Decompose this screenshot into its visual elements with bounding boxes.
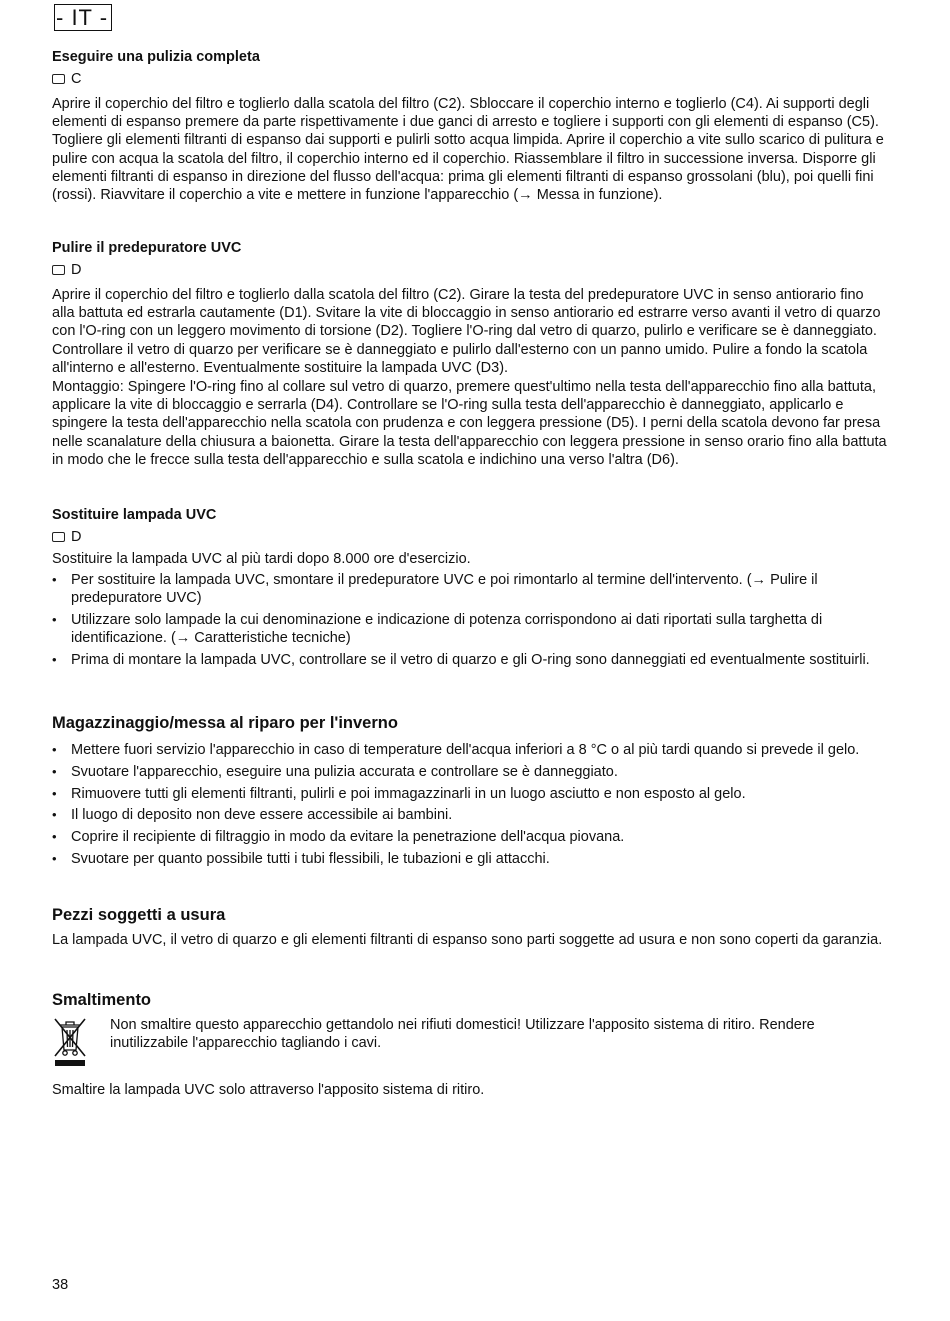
section-full-cleaning [52, 49, 888, 204]
disposal-text: Non smaltire questo apparecchio gettandolo nei rifiuti domestici! Utilizzare l'apposito sistema di ritiro. Rendere inutilizzabile l'apparecchio tagliando i cavi. [110, 1017, 815, 1052]
list-item: • Rimuovere tutti gli elementi filtranti, pulirli e poi immagazzinarli in un luogo asciutto e non esposto al gelo. [52, 785, 888, 803]
section-intro: Sostituire la lampada UVC al più tardi dopo 8.000 ore d'esercizio. [52, 551, 471, 567]
section-wear-parts [52, 906, 888, 949]
section-title: Smaltimento [52, 991, 152, 1009]
section-title: Pezzi soggetti a usura [52, 906, 226, 924]
bullet-list [52, 741, 888, 868]
page-number: 38 [52, 1277, 69, 1293]
figure-reference [52, 529, 888, 545]
list-item: • Svuotare per quanto possibile tutti i tubi flessibili, le tubazioni e gli attacchi. [52, 850, 888, 868]
section-body: Aprire il coperchio del filtro e toglierlo dalla scatola del filtro (C2). Sbloccare il coperchio interno e toglierlo (C4). Ai supporti degli elementi di espanso premere da parte rispettivamente i due ganci di arresto e togliere i supporti con gli elementi di espanso (C5). Togliere gli elementi filtranti di espanso dai supporti e pulirli sotto acqua limpida. Aprire il coperchio a vite sullo scarico di pulitura e pulire con acqua la scatola del filtro, il coperchio interno ed il coperchio. Riassemblare il filtro in successione inversa. Disporre gli elementi filtranti di espanso in direzione del flusso dell'acqua: prima gli elementi filtranti di espanso grossolani (blu), poi quelli fini (rossi). Riavvitare il coperchio a vite e mettere in funzione l'apparecchio (→ Messa in funzione). [52, 96, 884, 204]
figure-reference [52, 71, 888, 87]
crossed-bin-icon [52, 1016, 88, 1073]
figure-label: D [71, 529, 82, 545]
list-item: • Il luogo di deposito non deve essere accessibile ai bambini. [52, 806, 888, 824]
list-item: • Mettere fuori servizio l'apparecchio in caso di temperature dell'acqua inferiori a 8 °C o al più tardi quando si prevede il gelo. [52, 741, 888, 759]
section-title: Sostituire lampada UVC [52, 507, 217, 523]
list-item: • Coprire il recipiente di filtraggio in modo da evitare la penetrazione dell'acqua piovana. [52, 828, 888, 846]
section-body: La lampada UVC, il vetro di quarzo e gli elementi filtranti di espanso sono parti soggette ad usura e non sono coperti da garanzia. [52, 932, 883, 948]
assembly-instructions: Montaggio: Spingere l'O-ring fino al collare sul vetro di quarzo, premere quest'ultimo nella testa dell'apparecchio fino alla battuta, applicare la vite di bloccaggio e serrarla (D4). Controllare se l'O-ring sulla testa dell'apparecchio è danneggiato, applicarlo e spingere la testa dell'apparecchio nella scatola con prudenza e con leggera pressione (D5). I perni della scatola devono far presa nelle scanalature della chiusura a baionetta. Girare la testa dell'apparecchio con leggera pressione in senso orario fino alla battuta in modo che le frecce sulla testa dell'apparecchio e sulla scatola e indichino una verso l'altra (D6). [52, 379, 887, 468]
list-item: • Prima di montare la lampada UVC, controllare se il vetro di quarzo e gli O-ring sono danneggiati ed eventualmente sostituirli. [52, 651, 888, 669]
list-item: • Svuotare l'apparecchio, eseguire una pulizia accurata e controllare se è danneggiato. [52, 763, 888, 781]
section-title: Magazzinaggio/messa al riparo per l'inverno [52, 714, 398, 732]
section-title: Pulire il predepuratore UVC [52, 240, 242, 256]
list-item: • Per sostituire la lampada UVC, smontare il predepuratore UVC e poi rimontarlo al termine dell'intervento. (→ Pulire il predepuratore UVC) [52, 571, 888, 607]
figure-label: D [71, 262, 82, 278]
figure-icon [52, 74, 65, 84]
figure-icon [52, 532, 65, 542]
section-title: Eseguire una pulizia completa [52, 49, 260, 65]
language-tab: - IT - [54, 4, 112, 31]
bullet-list [52, 571, 888, 669]
section-body: Aprire il coperchio del filtro e toglierlo dalla scatola del filtro (C2). Girare la testa del predepuratore UVC in senso antiorario fino alla battuta ed estrarla cautamente (D1). Svitare la vite di bloccaggio in senso antiorario ed estrarre verso avanti il vetro di quarzo con l'O-ring con un leggero movimento di torsione (D2). Togliere l'O-ring dal vetro di quarzo, pulirlo e verificare se è danneggiato. Controllare il vetro di quarzo per verificare se è danneggiato e pulirlo dall'esterno con un panno umido. Pulire a fondo la scatola all'interno e all'esterno. Eventualmente sostituire la lampada UVC (D3). [52, 287, 881, 376]
disposal-notice [52, 1016, 888, 1073]
figure-label: C [71, 71, 82, 87]
section-uvc-cleaning [52, 240, 888, 469]
disposal-footer: Smaltire la lampada UVC solo attraverso l'apposito sistema di ritiro. [52, 1082, 485, 1098]
figure-reference [52, 262, 888, 278]
list-item: • Utilizzare solo lampade la cui denominazione e indicazione di potenza corrispondono ai dati riportati sulla targhetta di identificazione. (→ Caratteristiche tecniche) [52, 611, 888, 647]
figure-icon [52, 265, 65, 275]
section-disposal [52, 991, 888, 1099]
section-uvc-lamp [52, 507, 888, 673]
section-storage [52, 714, 888, 872]
